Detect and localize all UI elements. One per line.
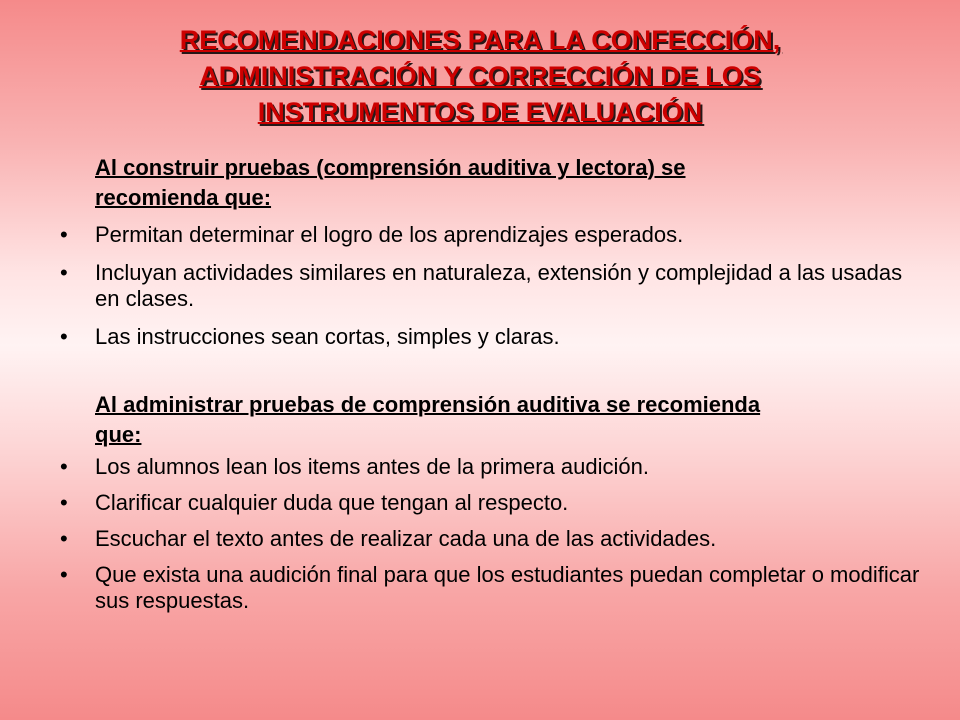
list-item: [0, 324, 960, 350]
bullet-icon: •: [60, 454, 68, 479]
list-item-text: Permitan determinar el logro de los aprendizajes esperados.: [95, 222, 684, 247]
bullet-icon: •: [60, 324, 68, 349]
list-item: [0, 454, 960, 480]
bullet-icon: •: [60, 490, 68, 515]
bullet-icon: •: [60, 222, 68, 247]
list-item: [0, 526, 960, 552]
bullet-icon: •: [60, 562, 68, 587]
section-heading-line: recomienda que:: [95, 185, 272, 210]
list-item-text: Los alumnos lean los items antes de la primera audición.: [95, 454, 649, 479]
list-item-text: Clarificar cualquier duda que tengan al respecto.: [95, 490, 569, 515]
list-item-text: Las instrucciones sean cortas, simples y claras.: [95, 324, 560, 349]
slide-title: [40, 22, 920, 130]
bullet-icon: •: [60, 526, 68, 551]
list-item-text: Incluyan actividades similares en naturaleza, extensión y complejidad a las usadas en clases.: [95, 260, 903, 311]
title-line: RECOMENDACIONES PARA LA CONFECCIÓN,: [179, 25, 781, 55]
bullet-list-construction: [0, 222, 960, 362]
bullet-list-administration: [0, 454, 960, 624]
list-item: [0, 260, 960, 312]
list-item-text: Escuchar el texto antes de realizar cada una de las actividades.: [95, 526, 717, 551]
section-heading-line: Al administrar pruebas de comprensión auditiva se recomienda: [95, 392, 761, 417]
list-item: [0, 562, 960, 614]
section-heading-line: Al construir pruebas (comprensión auditiva y lectora) se: [95, 155, 686, 180]
section-heading-line: que:: [95, 422, 142, 447]
title-line: ADMINISTRACIÓN Y CORRECCIÓN DE LOS: [199, 61, 761, 91]
list-item-text: Que exista una audición final para que los estudiantes puedan completar o modificar sus respuestas.: [95, 562, 920, 613]
section-heading-administration: [95, 390, 915, 450]
bullet-icon: •: [60, 260, 68, 285]
title-line: INSTRUMENTOS DE EVALUACIÓN: [257, 97, 703, 127]
section-heading-construction: [95, 153, 915, 213]
list-item: [0, 490, 960, 516]
list-item: [0, 222, 960, 248]
